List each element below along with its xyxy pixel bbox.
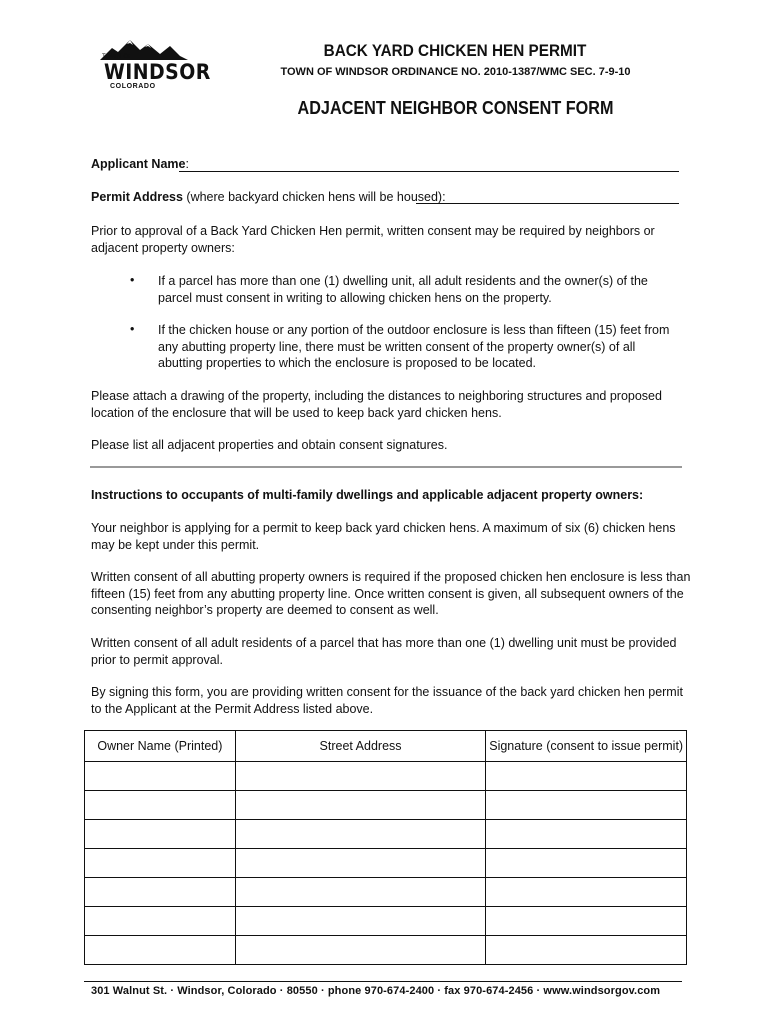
owner-name-cell[interactable] (85, 936, 236, 965)
col-street-address: Street Address (235, 731, 486, 762)
instructions-p1: Your neighbor is applying for a permit to keep back yard chicken hens. A maximum of six (6) chicken hens may be kept under this permit. (91, 521, 676, 552)
table-row (85, 936, 687, 965)
permit-address-label: Permit Address (where backyard chicken hens will be housed): (91, 190, 446, 204)
table-row (85, 791, 687, 820)
section-divider (90, 466, 682, 468)
logo-colorado: COLORADO (110, 83, 156, 90)
instructions-p3: Written consent of all adult residents of a parcel that has more than one (1) dwelling unit must be provided prior to permit approval. (91, 636, 677, 667)
bullet-icon: • (130, 273, 135, 287)
bullet-text-2: If the chicken house or any portion of the outdoor enclosure is less than fifteen (15) feet from any abutting property line, there must be written consent of the property owner(s) of all abutting properties to which the enclosure is proposed to be located. (158, 323, 670, 370)
owner-name-cell[interactable] (85, 791, 236, 820)
signature-cell[interactable] (486, 849, 687, 878)
table-row (85, 762, 687, 791)
applicant-name-field[interactable] (179, 171, 679, 172)
street-address-cell[interactable] (235, 936, 486, 965)
owner-name-cell[interactable] (85, 820, 236, 849)
footer-divider (84, 981, 682, 982)
signature-cell[interactable] (486, 820, 687, 849)
bullet-text-1: If a parcel has more than one (1) dwelling unit, all adult residents and the owner(s) of the parcel must consent in writing to allowing chicken hens on the property. (158, 274, 648, 305)
street-address-cell[interactable] (235, 820, 486, 849)
street-address-cell[interactable] (235, 762, 486, 791)
street-address-cell[interactable] (235, 791, 486, 820)
bullet-icon: • (130, 322, 135, 336)
owner-name-cell[interactable] (85, 762, 236, 791)
list-note: Please list all adjacent properties and obtain consent signatures. (91, 438, 448, 452)
owner-name-cell[interactable] (85, 907, 236, 936)
signature-cell[interactable] (486, 936, 687, 965)
street-address-cell[interactable] (235, 878, 486, 907)
permit-address-field[interactable] (416, 203, 679, 204)
applicant-name-label: Applicant Name: (91, 157, 189, 171)
town-logo (100, 38, 211, 96)
drawing-note: Please attach a drawing of the property, including the distances to neighboring structures and proposed location of the enclosure that will be used to keep back yard chicken hens. (91, 389, 662, 420)
permit-title: BACK YARD CHICKEN HEN PERMIT (323, 41, 587, 60)
signature-cell[interactable] (486, 907, 687, 936)
footer-contact: 301 Walnut St. · Windsor, Colorado · 80550 · phone 970-674-2400 · fax 970-674-2456 · www.windsorgov.com (91, 985, 661, 997)
instructions-heading: Instructions to occupants of multi-family dwellings and applicable adjacent property owners: (91, 488, 644, 502)
table-row (85, 878, 687, 907)
instructions-p2: Written consent of all abutting property owners is required if the proposed chicken hen enclosure is less than fifteen (15) feet from any abutting property line. Once written consent is given, all subsequent owners of the consenting neighbor’s property are deemed to consent as well. (91, 570, 691, 617)
logo-windsor: WINDSOR (104, 60, 211, 84)
form-title: ADJACENT NEIGHBOR CONSENT FORM (297, 98, 614, 118)
signature-cell[interactable] (486, 762, 687, 791)
instructions-p4: By signing this form, you are providing written consent for the issuance of the back yard chicken hen permit to the Applicant at the Permit Address listed above. (91, 685, 683, 716)
consent-table (84, 730, 687, 965)
owner-name-cell[interactable] (85, 849, 236, 878)
street-address-cell[interactable] (235, 849, 486, 878)
ordinance-subtitle: TOWN OF WINDSOR ORDINANCE NO. 2010-1387/WMC SEC. 7-9-10 (280, 66, 631, 78)
table-header-row (85, 731, 687, 762)
table-row (85, 907, 687, 936)
col-signature: Signature (consent to issue permit) (486, 731, 687, 762)
table-row (85, 849, 687, 878)
col-owner-name: Owner Name (Printed) (85, 731, 236, 762)
street-address-cell[interactable] (235, 907, 486, 936)
intro-paragraph: Prior to approval of a Back Yard Chicken Hen permit, written consent may be required by neighbors or adjacent property owners: (91, 224, 655, 255)
owner-name-cell[interactable] (85, 878, 236, 907)
signature-cell[interactable] (486, 878, 687, 907)
table-row (85, 820, 687, 849)
logo-town-of: TOWN OF (102, 54, 133, 60)
signature-cell[interactable] (486, 791, 687, 820)
